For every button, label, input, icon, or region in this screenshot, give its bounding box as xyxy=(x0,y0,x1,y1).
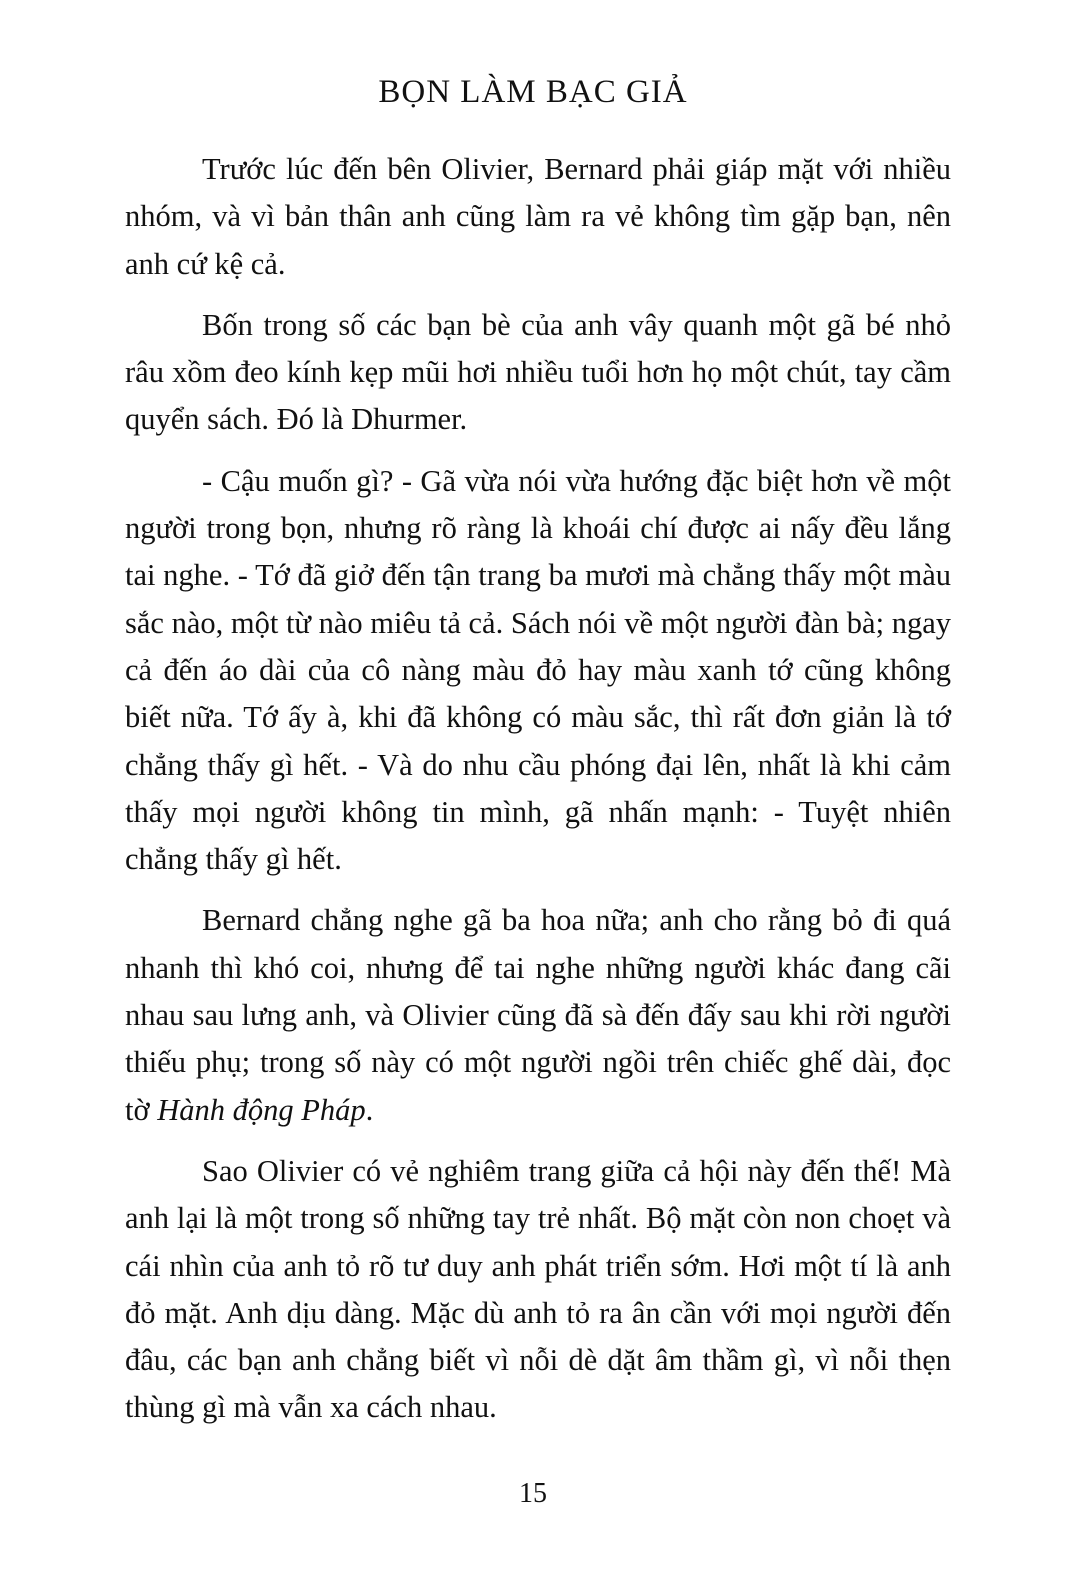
paragraph-5: Sao Olivier có vẻ nghiêm trang giữa cả hội này đến thế! Mà anh lại là một trong số những tay trẻ nhất. Bộ mặt còn non choẹt và cái nhìn của anh tỏ rõ tư duy anh phát triển sớm. Hơi một tí là anh đỏ mặt. Anh dịu dàng. Mặc dù anh tỏ ra ân cần với mọi người đến đâu, các bạn anh chẳng biết vì nỗi dè dặt âm thầm gì, vì nỗi thẹn thùng gì mà vẫn xa cách nhau. xyxy=(125,1153,951,1425)
paragraph-3: - Cậu muốn gì? - Gã vừa nói vừa hướng đặc biệt hơn về một người trong bọn, nhưng rõ ràng là khoái chí được ai nấy đều lắng tai nghe. - Tớ đã giở đến tận trang ba mươi mà chẳng thấy một màu sắc nào, một từ nào miêu tả cả. Sách nói về một người đàn bà; ngay cả đến áo dài của cô nàng màu đỏ hay màu xanh tớ cũng không biết nữa. Tớ ấy à, khi đã không có màu sắc, thì rất đơn giản là tớ chẳng thấy gì hết. - Và do nhu cầu phóng đại lên, nhất là khi cảm thấy mọi người không tin mình, gã nhấn mạnh: - Tuyệt nhiên chẳng thấy gì hết. xyxy=(125,463,951,877)
chapter-running-head: BỌN LÀM BẠC GIẢ xyxy=(378,74,688,110)
paragraph-4 xyxy=(125,897,951,1133)
paragraph-1: Trước lúc đến bên Olivier, Bernard phải giáp mặt với nhiều nhóm, và vì bản thân anh cũng làm ra vẻ không tìm gặp bạn, nên anh cứ kệ cả. xyxy=(125,152,951,281)
paragraph-4-end: . xyxy=(365,1092,374,1127)
newspaper-title: Hành động Pháp xyxy=(157,1092,366,1127)
page-number: 15 xyxy=(519,1478,547,1509)
paragraph-4-text: Bernard chẳng nghe gã ba hoa nữa; anh cho rằng bỏ đi quá nhanh thì khó coi, nhưng để tai nghe những người khác đang cãi nhau sau lưng anh, và Olivier cũng đã sà đến đấy sau khi rời người thiếu phụ; trong số này có một người ngồi trên chiếc ghế dài, đọc tờ xyxy=(125,903,951,1127)
body-text xyxy=(125,146,951,1432)
paragraph-2: Bốn trong số các bạn bè của anh vây quanh một gã bé nhỏ râu xồm đeo kính kẹp mũi hơi nhiều tuổi hơn họ một chút, tay cầm quyển sách. Đó là Dhurmer. xyxy=(125,307,951,437)
